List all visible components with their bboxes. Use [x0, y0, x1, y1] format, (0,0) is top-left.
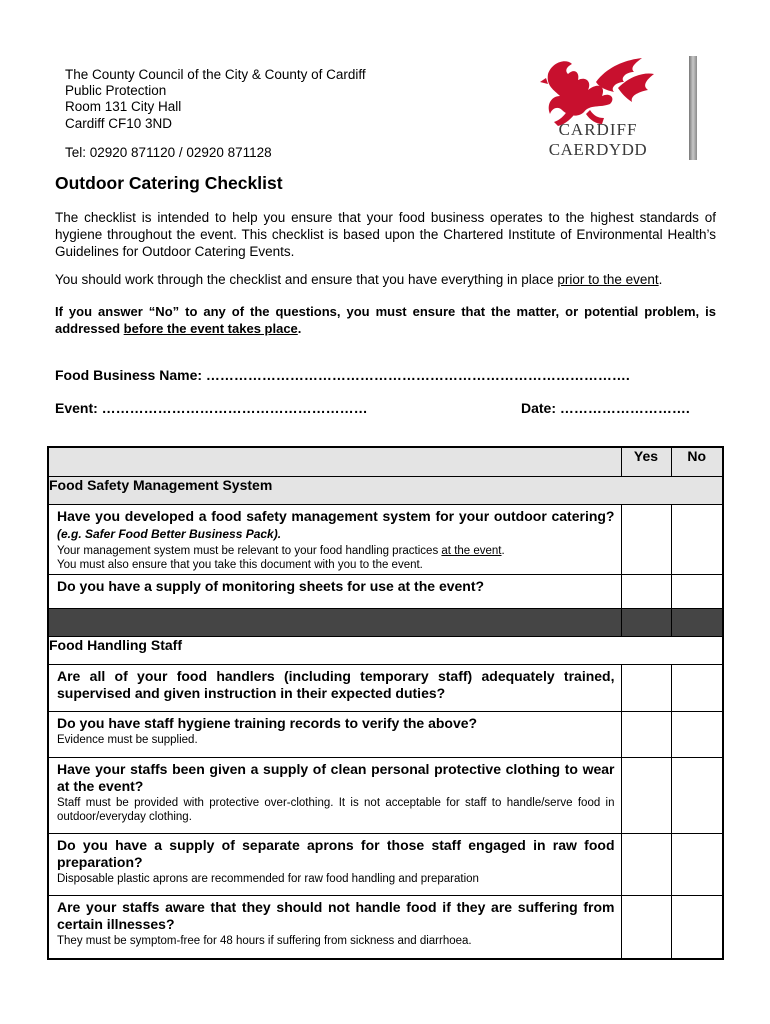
no-checkbox-cell[interactable]	[671, 758, 723, 834]
question-note: Staff must be provided with protective over-clothing. It is not acceptable for staff to handle/serve food in outdoor/everyday clothing.	[57, 797, 615, 823]
question-cell	[48, 505, 621, 575]
logo-text-english: CARDIFF	[558, 120, 638, 139]
table-header-row	[48, 447, 723, 477]
question-cell	[48, 665, 621, 712]
question-cell	[48, 758, 621, 834]
question-note: You must also ensure that you take this document with you to the event.	[57, 559, 423, 571]
no-checkbox-cell[interactable]	[671, 712, 723, 758]
question-text: Are your staffs aware that they should not handle food if they are suffering from certain illnesses?	[57, 899, 615, 932]
question-text: Do you have a supply of monitoring sheets for use at the event?	[57, 578, 485, 594]
table-row	[48, 665, 723, 712]
logo-text-welsh: CAERDYDD	[548, 140, 648, 159]
yes-checkbox-cell[interactable]	[621, 758, 671, 834]
document-title: Outdoor Catering Checklist	[55, 173, 283, 193]
cardiff-logo	[538, 52, 658, 164]
no-checkbox-cell[interactable]	[671, 665, 723, 712]
yes-checkbox-cell[interactable]	[621, 896, 671, 960]
yes-checkbox-cell[interactable]	[621, 665, 671, 712]
section-title: Food Handling Staff	[48, 637, 723, 665]
question-note: Disposable plastic aprons are recommended for raw food handling and preparation	[57, 873, 479, 885]
intro-paragraph: The checklist is intended to help you ensure that your food business operates to the highest standards of hygiene throughout the event. This checklist is based upon the Chartered Institute of Environmental Health’s Guidelines for Outdoor Catering Events.	[55, 210, 716, 259]
section-header-row	[48, 477, 723, 505]
no-checkbox-cell[interactable]	[671, 896, 723, 960]
question-text: Have you developed a food safety management system for your outdoor catering? (e.g. Safer Food Better Business Pack).	[57, 508, 615, 541]
question-cell	[48, 896, 621, 960]
question-text: Have your staffs been given a supply of clean personal protective clothing to wear at the event?	[57, 761, 615, 794]
address-line: The County Council of the City & County of Cardiff	[65, 67, 366, 82]
table-row	[48, 758, 723, 834]
question-note: They must be symptom-free for 48 hours if suffering from sickness and diarrhoea.	[57, 935, 472, 947]
checklist-table	[47, 446, 724, 960]
question-cell	[48, 712, 621, 758]
date-field[interactable]: Date: ……………………….	[521, 400, 690, 416]
no-checkbox-cell[interactable]	[671, 575, 723, 609]
address-line: Public Protection	[65, 83, 167, 99]
business-name-field[interactable]: Food Business Name: ……………………………………………………………………………….	[55, 367, 630, 383]
table-row	[48, 712, 723, 758]
yes-checkbox-cell[interactable]	[621, 834, 671, 896]
table-row	[48, 575, 723, 609]
question-note: Evidence must be supplied.	[57, 734, 198, 746]
address-line: Cardiff CF10 3ND	[65, 115, 173, 131]
question-text: Do you have a supply of separate aprons for those staff engaged in raw food preparation?	[57, 837, 615, 870]
council-address	[65, 67, 366, 132]
question-cell	[48, 575, 621, 609]
table-row	[48, 896, 723, 960]
table-row	[48, 834, 723, 896]
section-header-row	[48, 637, 723, 665]
yes-checkbox-cell[interactable]	[621, 505, 671, 575]
yes-column-header: Yes	[621, 447, 671, 477]
scanned-page-edge	[688, 56, 700, 160]
no-column-header: No	[671, 447, 723, 477]
no-checkbox-cell[interactable]	[671, 505, 723, 575]
section-title: Food Safety Management System	[48, 477, 723, 505]
question-text: Are all of your food handlers (including temporary staff) adequately trained, supervised and given instruction in their expected duties?	[57, 668, 615, 701]
question-text: Do you have staff hygiene training records to verify the above?	[57, 715, 478, 731]
instruction-paragraph: You should work through the checklist and ensure that you have everything in place prior to the event.	[55, 272, 663, 287]
warning-paragraph: If you answer “No” to any of the questions, you must ensure that the matter, or potential problem, is addressed before the event takes place.	[55, 304, 716, 336]
yes-checkbox-cell[interactable]	[621, 575, 671, 609]
section-separator-row	[48, 609, 723, 637]
table-row	[48, 505, 723, 575]
question-note: Your management system must be relevant to your food handling practices at the event.	[57, 545, 505, 557]
question-cell	[48, 834, 621, 896]
address-line: Room 131 City Hall	[65, 99, 182, 115]
event-field[interactable]: Event: …………………………………………………	[55, 400, 368, 416]
question-column-header	[48, 447, 621, 477]
telephone-numbers: Tel: 02920 871120 / 02920 871128	[65, 145, 272, 160]
no-checkbox-cell[interactable]	[671, 834, 723, 896]
yes-checkbox-cell[interactable]	[621, 712, 671, 758]
